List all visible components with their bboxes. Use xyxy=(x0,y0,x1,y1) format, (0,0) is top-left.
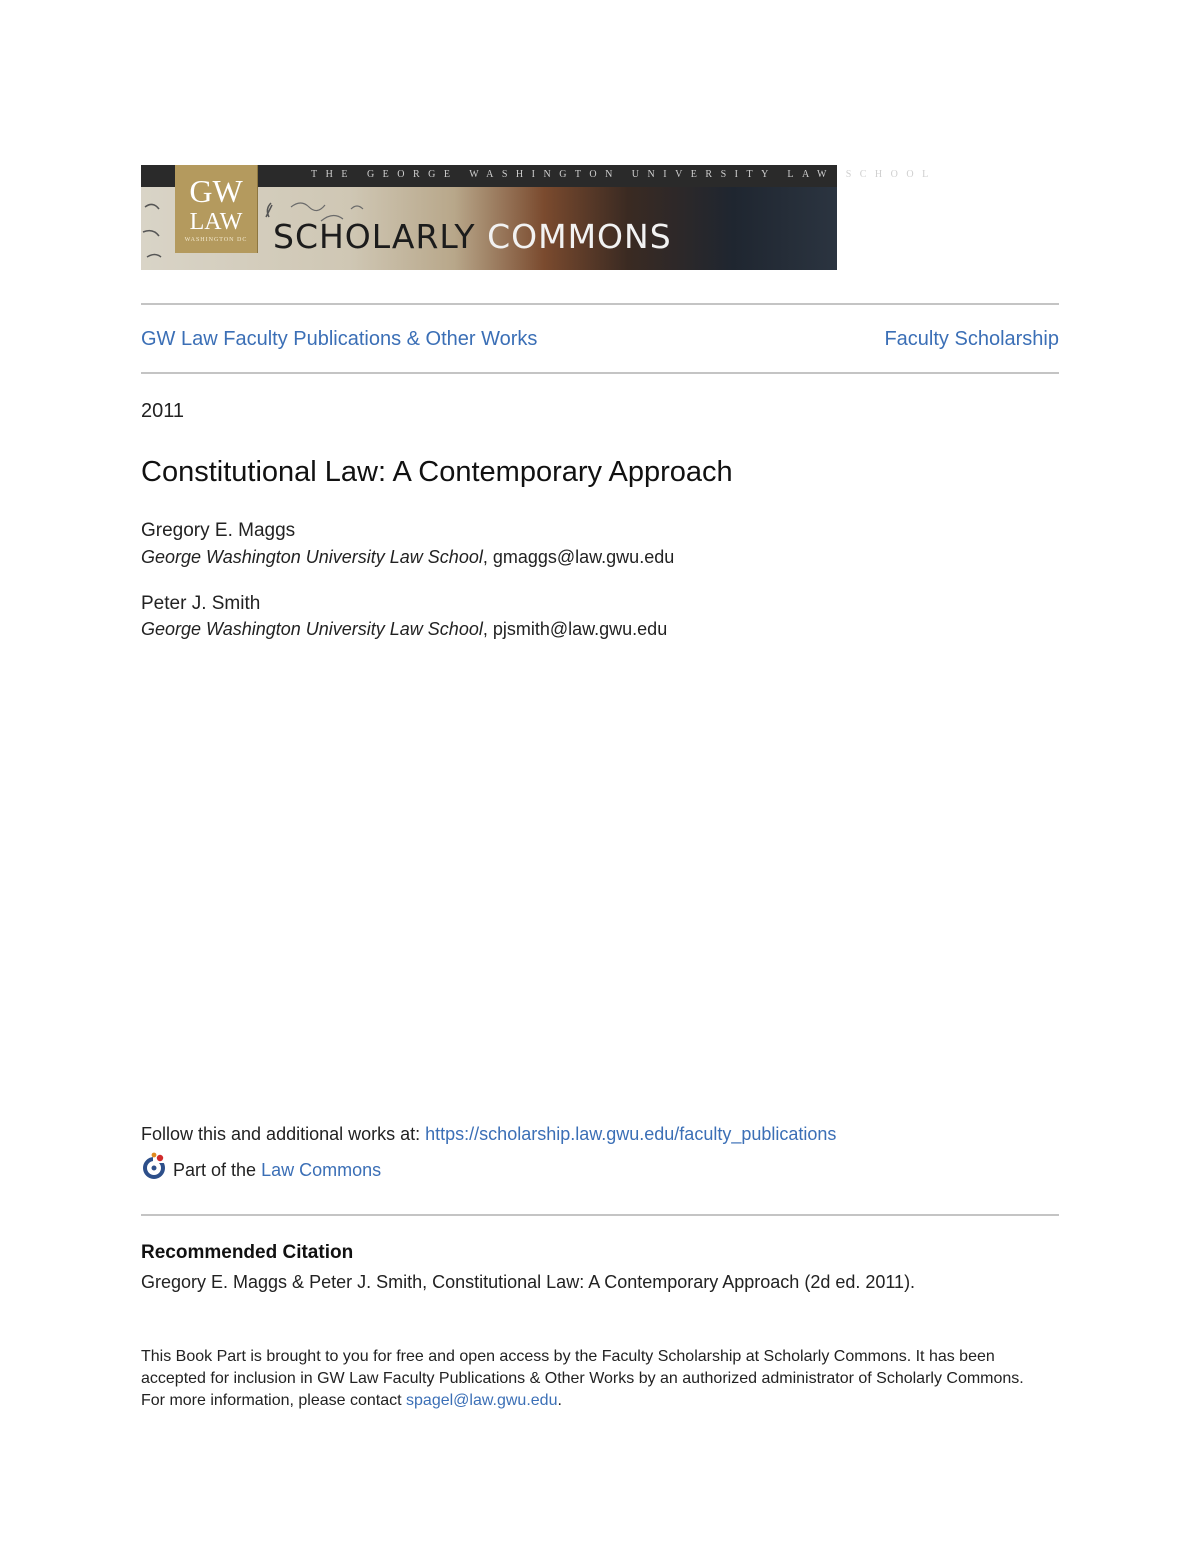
access-statement xyxy=(141,1346,1051,1412)
divider-citation xyxy=(141,1214,1059,1216)
author-institution: George Washington University Law School xyxy=(141,619,483,639)
contact-email-link[interactable]: spagel@law.gwu.edu xyxy=(406,1392,558,1409)
series-link[interactable]: GW Law Faculty Publications & Other Works xyxy=(141,328,538,350)
author-affiliation xyxy=(141,619,667,640)
follow-url-link[interactable]: https://scholarship.law.gwu.edu/faculty_publications xyxy=(425,1124,837,1144)
divider-top xyxy=(141,303,1059,305)
author-name: Peter J. Smith xyxy=(141,593,261,614)
document-title: Constitutional Law: A Contemporary Approach xyxy=(141,456,733,488)
document-page xyxy=(141,0,1059,1553)
part-of-prefix: Part of the xyxy=(173,1159,257,1180)
citation-heading: Recommended Citation xyxy=(141,1242,354,1263)
logo-law-text: LAW xyxy=(189,209,243,235)
author-email: , pjsmith@law.gwu.edu xyxy=(482,619,668,639)
part-of-line xyxy=(141,1156,381,1184)
logo-sub-text: WASHINGTON DC xyxy=(184,237,248,243)
author-institution: George Washington University Law School xyxy=(141,547,483,567)
law-commons-link[interactable]: Law Commons xyxy=(261,1159,382,1180)
gw-law-logo xyxy=(175,165,258,253)
access-statement-text: This Book Part is brought to you for free and open access by the Faculty Scholarship at Scholarly Commons. It has been accepted for inclusion in GW Law Faculty Publications & Other Works by an authorized administrator of Scholarly Commons. For more information, please contact xyxy=(141,1348,1024,1409)
access-statement-end: . xyxy=(557,1392,562,1409)
author-name: Gregory E. Maggs xyxy=(141,520,296,541)
citation-text: Gregory E. Maggs & Peter J. Smith, Constitutional Law: A Contemporary Approach (2d ed. 2011). xyxy=(141,1272,916,1292)
follow-prefix: Follow this and additional works at: xyxy=(141,1124,426,1144)
follow-line xyxy=(141,1124,836,1145)
banner-title xyxy=(273,217,672,256)
collection-link[interactable]: Faculty Scholarship xyxy=(884,328,1059,350)
banner-tagline: THE GEORGE WASHINGTON UNIVERSITY LAW SCHOOL xyxy=(311,169,937,180)
publication-year: 2011 xyxy=(141,400,185,422)
author-email: , gmaggs@law.gwu.edu xyxy=(482,547,675,567)
scholarly-commons-banner[interactable] xyxy=(141,165,937,270)
divider-header xyxy=(141,372,1059,374)
logo-gw-text: GW xyxy=(189,173,243,209)
banner-title-part1: SCHOLARLY xyxy=(273,217,476,256)
network-commons-icon xyxy=(141,1152,169,1180)
banner-title-part2: COMMONS xyxy=(487,217,672,256)
author-affiliation xyxy=(141,547,674,568)
